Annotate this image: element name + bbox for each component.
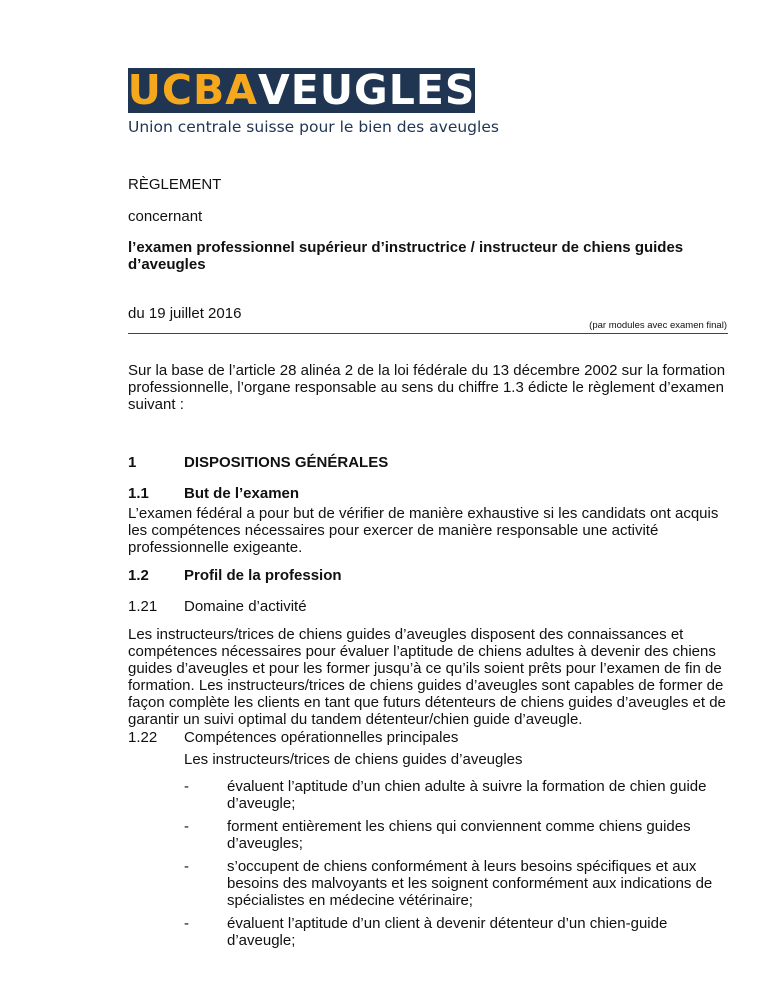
list-dash: - xyxy=(184,818,189,835)
section-1-21-heading: Domaine d’activité xyxy=(184,598,307,615)
section-1-22-number: 1.22 xyxy=(128,729,158,746)
header-divider xyxy=(128,333,728,334)
list-dash: - xyxy=(184,778,189,795)
section-1-21-number: 1.21 xyxy=(128,598,158,615)
doc-type-heading: RÈGLEMENT xyxy=(128,176,222,193)
intro-paragraph: Sur la base de l’article 28 alinéa 2 de la loi fédérale du 13 décembre 2002 sur la formation professionnelle, l’organe responsable au sens du chiffre 1.3 édicte le règlement d’examen suivant : xyxy=(128,362,726,413)
logo-tagline: Union centrale suisse pour le bien des aveugles xyxy=(128,118,499,136)
logo-ucba-text: UCBA xyxy=(127,66,259,114)
list-dash: - xyxy=(184,915,189,932)
list-dash: - xyxy=(184,858,189,875)
list-item: évaluent l’aptitude d’un chien adulte à suivre la formation de chien guide d’aveugle; xyxy=(227,778,707,812)
section-1-heading: DISPOSITIONS GÉNÉRALES xyxy=(184,454,389,471)
document-title: l’examen professionnel supérieur d’instructrice / instructeur de chiens guides d’aveugles xyxy=(128,239,684,273)
list-item: s’occupent de chiens conformément à leurs besoins spécifiques et aux besoins des malvoyants et les soignent conformément aux indications de spécialistes en médecine vétérinaire; xyxy=(227,858,713,909)
section-1-number: 1 xyxy=(128,454,137,471)
section-1-2-number: 1.2 xyxy=(128,567,149,584)
section-1-1-number: 1.1 xyxy=(128,485,149,502)
ucba-logo xyxy=(128,68,475,113)
list-item: évaluent l’aptitude d’un client à devenir détenteur d’un chien-guide d’aveugle; xyxy=(227,915,668,949)
section-1-1-heading: But de l’examen xyxy=(184,485,300,502)
document-date: du 19 juillet 2016 xyxy=(128,305,242,322)
section-1-22-heading: Compétences opérationnelles principales xyxy=(184,729,459,746)
section-1-1-text: L’examen fédéral a pour but de vérifier de manière exhaustive si les candidats ont acquis les compétences nécessaires pour exercer de manière responsable une activité professionnelle exigeante. xyxy=(128,505,719,556)
logo-veugles-text: VEUGLES xyxy=(258,66,476,114)
concernant-label: concernant xyxy=(128,208,203,225)
modules-note: (par modules avec examen final) xyxy=(589,320,727,331)
list-item: forment entièrement les chiens qui conviennent comme chiens guides d’aveugles; xyxy=(227,818,691,852)
section-1-22-intro: Les instructeurs/trices de chiens guides d’aveugles xyxy=(184,751,523,768)
section-1-21-text: Les instructeurs/trices de chiens guides d’aveugles disposent des connaissances et compétences nécessaires pour évaluer l’aptitude de chiens adultes à devenir des chiens guides d’aveugles et pour les former jusqu’à ce qu’ils soient prêts pour l’examen de fin de formation. Les instructeurs/trices de chiens guides d’aveugles sont capables de former de façon complète les clients en tant que futurs détenteurs de chiens guides d’aveugles et de garantir un suivi optimal du tandem détenteur/chien guide d’aveugle. xyxy=(128,626,726,728)
section-1-2-heading: Profil de la profession xyxy=(184,567,342,584)
